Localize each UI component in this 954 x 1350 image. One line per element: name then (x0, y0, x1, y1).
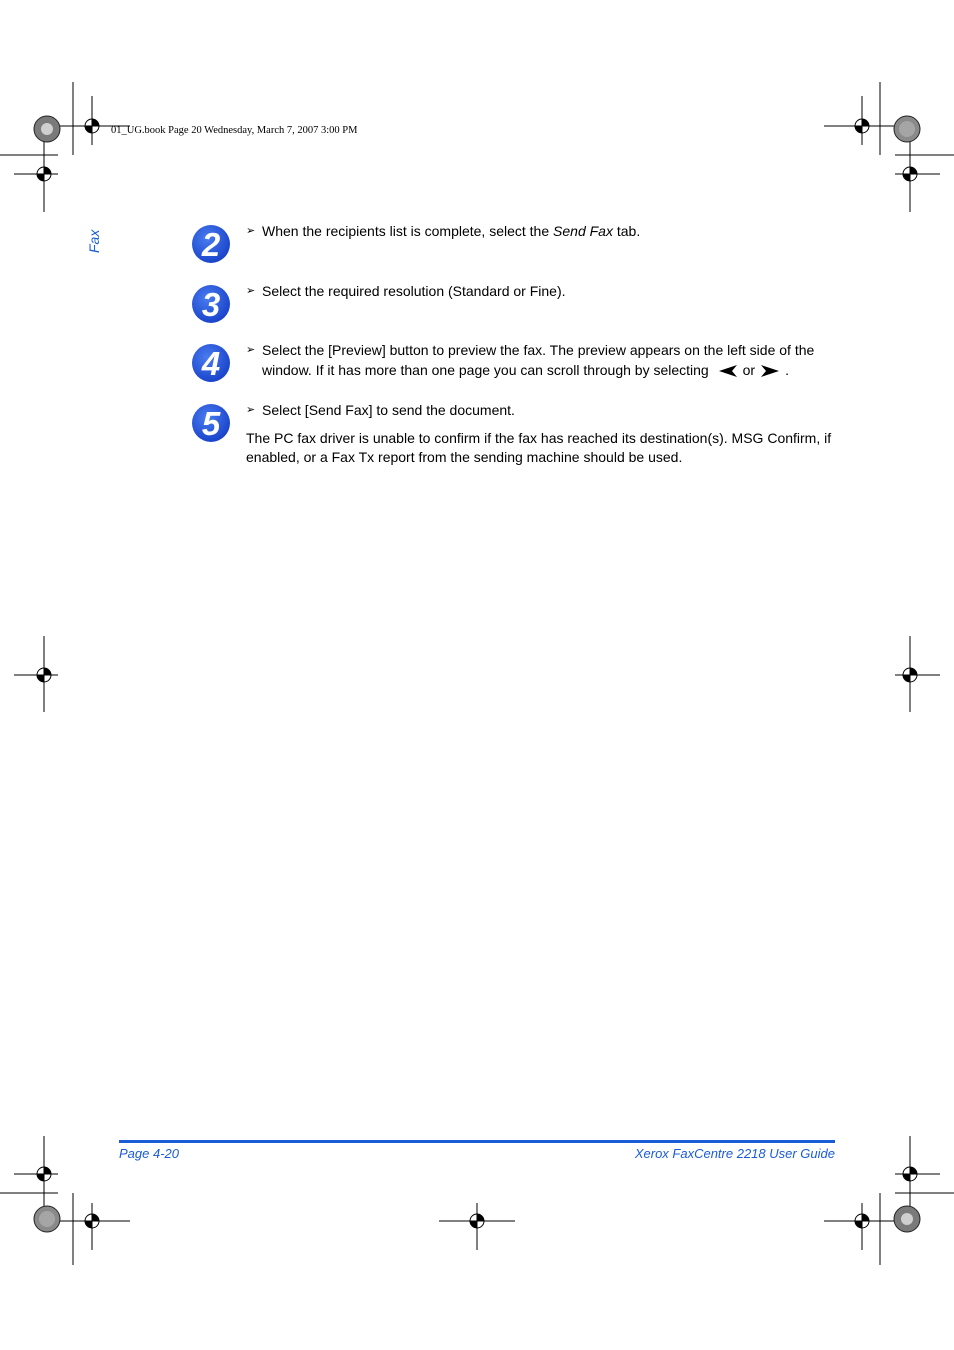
step-2-text (246, 221, 846, 241)
step-3-number: 3 (201, 286, 221, 323)
step-2-prefix: When the recipients list is complete, select the (262, 223, 554, 239)
right-arrow-icon (761, 365, 779, 377)
step-3-body: Select the required resolution (Standard or Fine). (262, 283, 566, 299)
step-3-badge (191, 284, 231, 324)
step-5-body: Select [Send Fax] to send the document. (262, 402, 515, 418)
arrowhead-bullet-icon: ➢ (246, 344, 256, 356)
step-4-text (246, 340, 846, 380)
section-label: Fax (86, 229, 102, 253)
arrowhead-bullet-icon: ➢ (246, 225, 256, 237)
arrowhead-bullet-icon: ➢ (246, 404, 256, 416)
step-4-number: 4 (201, 345, 221, 382)
step-2-number: 2 (201, 226, 221, 263)
step-5-text (246, 400, 846, 467)
step-5-number: 5 (201, 405, 221, 442)
step-4-line1: Select the [Preview] button to preview the fax. The preview appears on the left side of the (262, 342, 815, 358)
step-4-line2-prefix: window. If it has more than one page you can scroll through by selecting (262, 362, 709, 378)
step-4-or: or (742, 362, 756, 378)
step-2-suffix: tab. (612, 223, 641, 239)
footer-guide-title: Xerox FaxCentre 2218 User Guide (634, 1146, 835, 1161)
step-4-line2 (262, 360, 846, 380)
footer-page-number: Page 4-20 (119, 1146, 179, 1161)
left-arrow-icon (719, 365, 737, 377)
step-2-badge (191, 224, 231, 264)
step-4-end: . (785, 362, 789, 378)
step-5-badge (191, 403, 231, 443)
footer-rule (119, 1140, 835, 1143)
arrowhead-bullet-icon: ➢ (246, 285, 256, 297)
step-2-emphasis: Send Fax (553, 223, 613, 239)
step-4-badge (191, 343, 231, 383)
step-3-text (246, 281, 846, 301)
print-slug: 01_UG.book Page 20 Wednesday, March 7, 2007 3:00 PM (111, 125, 358, 136)
step-5-note: The PC fax driver is unable to confirm if the fax has reached its destination(s). MSG Confirm, if enabled, or a Fax Tx report from the sending machine should be used. (246, 430, 832, 465)
